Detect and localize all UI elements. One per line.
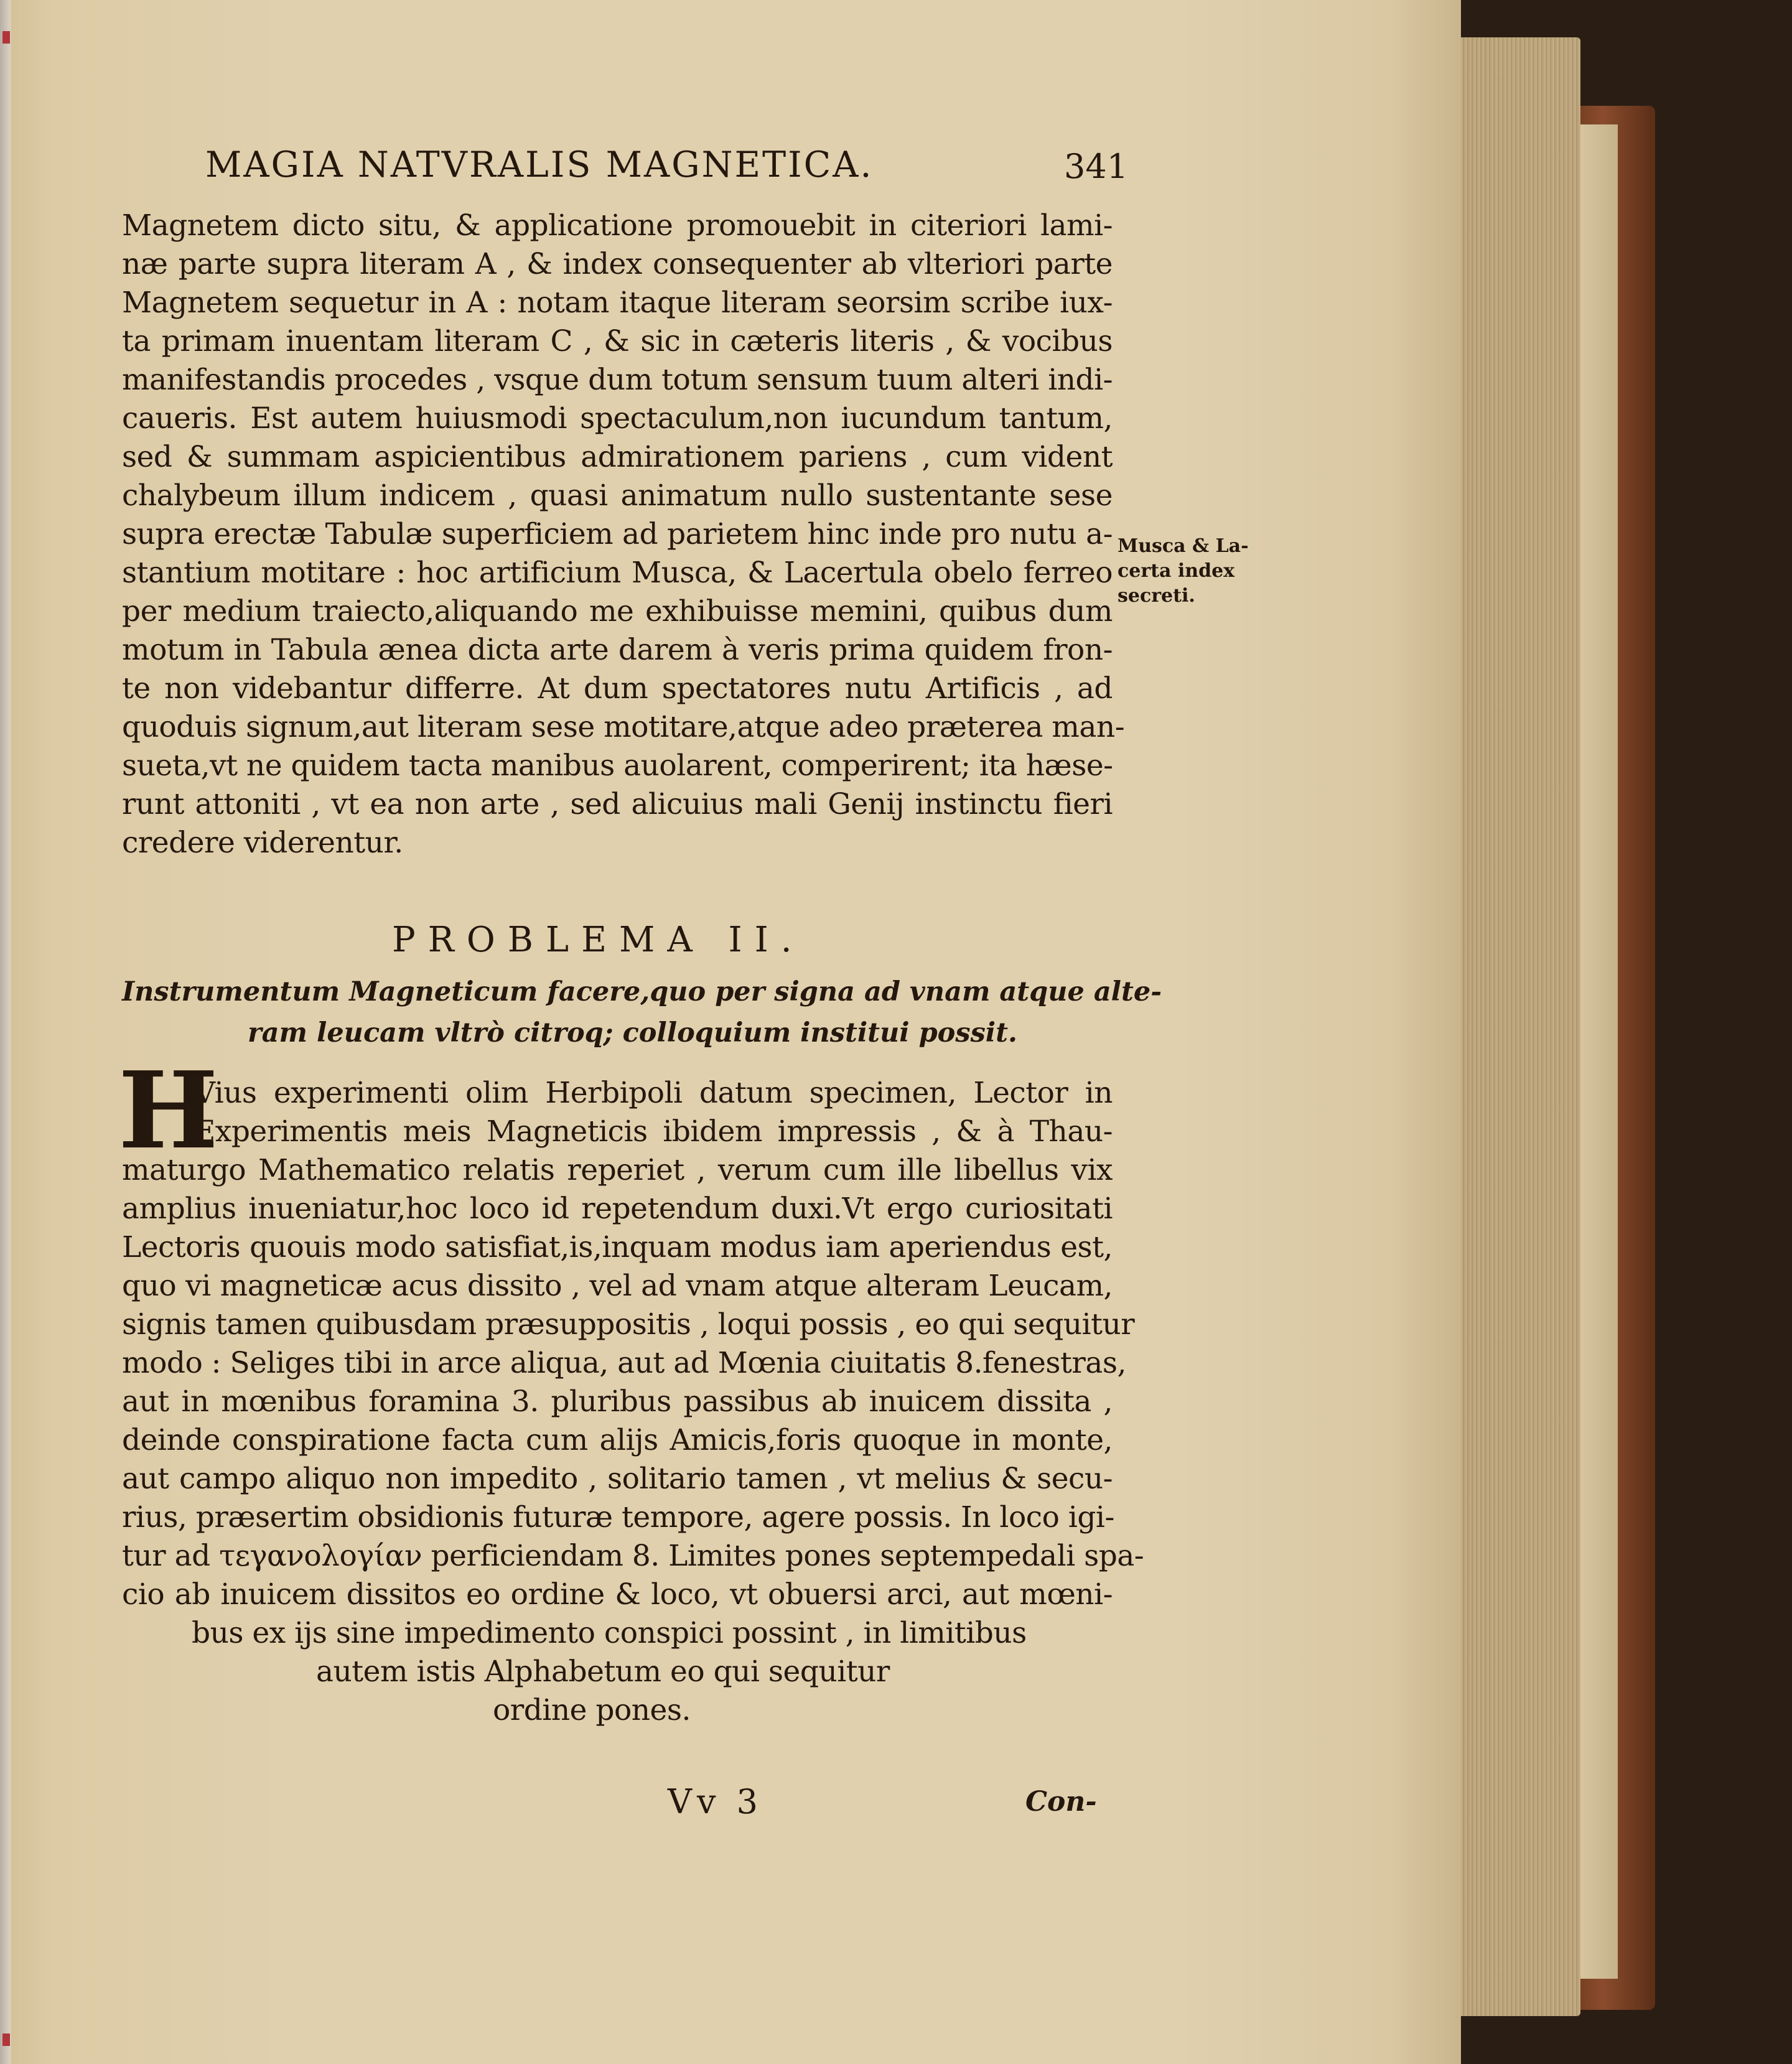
text-line: quo vi magneticæ acus dissito , vel ad vnam atque alteram Leucam,: [122, 1269, 1113, 1303]
text-line: chalybeum illum indicem , quasi animatum nullo sustentante sese: [122, 479, 1113, 513]
text-line: Experimentis meis Magneticis ibidem impressis , & à Thau-: [194, 1114, 1113, 1149]
text-line: Magnetem dicto situ, & applicatione promouebit in citeriori lami-: [122, 208, 1113, 243]
text-line: næ parte supra literam A , & index consequenter ab vlteriori parte: [122, 247, 1113, 281]
text-line: ta primam inuentam literam C , & sic in cæteris literis , & vocibus: [122, 324, 1113, 358]
text-line: autem istis Alphabetum eo qui sequitur: [316, 1655, 890, 1689]
text-line: credere viderentur.: [122, 826, 403, 860]
text-line: sueta,vt ne quidem tacta manibus auolarent, comperirent; ita hæse-: [122, 749, 1113, 783]
inner-board: [1580, 124, 1618, 1979]
problem-statement-line: Instrumentum Magneticum facere,quo per signa ad vnam atque alte-: [122, 976, 1162, 1007]
text-line: runt attoniti , vt ea non arte , sed alicuius mali Genij instinctu fieri: [122, 787, 1113, 821]
running-head: MAGIA NATVRALIS MAGNETICA.: [205, 144, 874, 185]
page-number: 341: [1064, 147, 1129, 186]
marginal-note-line: certa index: [1118, 560, 1235, 582]
marginal-note-line: secreti.: [1118, 585, 1195, 607]
red-edge-mark-bottom: [2, 2034, 10, 2046]
text-line: tur ad τεγανολογίαν perficiendam 8. Limites pones septempedali spa-: [122, 1539, 1144, 1573]
text-line: signis tamen quibusdam præsuppositis , loqui possis , eo qui sequitur: [122, 1307, 1135, 1342]
marginal-note-line: Musca & La-: [1118, 535, 1249, 557]
catchword: Con-: [1025, 1786, 1097, 1818]
text-line: motum in Tabula ænea dicta arte darem à veris prima quidem fron-: [122, 633, 1113, 667]
red-edge-mark-top: [2, 31, 10, 44]
problem-statement-line: ram leucam vltrò citroq; colloquium institui possit.: [248, 1017, 1017, 1048]
text-line: caueris. Est autem huiusmodi spectaculum,non iucundum tantum,: [122, 401, 1113, 436]
text-line: maturgo Mathematico relatis reperiet , verum cum ille libellus vix: [122, 1153, 1113, 1187]
drop-capital: H: [118, 1048, 218, 1173]
text-line: quoduis signum,aut literam sese motitare,atque adeo præterea man-: [122, 710, 1125, 744]
text-line: aut campo aliquo non impedito , solitario tamen , vt melius & secu-: [122, 1462, 1113, 1496]
text-line: cio ab inuicem dissitos eo ordine & loco, vt obuersi arci, aut mœni-: [122, 1577, 1113, 1612]
page-fore-edge: [1456, 37, 1580, 2016]
text-line: Lectoris quouis modo satisfiat,is,inquam modus iam aperiendus est,: [122, 1230, 1113, 1264]
text-line: bus ex ijs sine impedimento conspici possint , in limitibus: [192, 1616, 1027, 1650]
text-line: ordine pones.: [493, 1693, 691, 1727]
text-line: amplius inueniatur,hoc loco id repetendum duxi.Vt ergo curiositati: [122, 1192, 1113, 1226]
text-line: te non videbantur differre. At dum spectatores nutu Artificis , ad: [122, 671, 1113, 706]
signature-mark: Vv 3: [668, 1782, 763, 1821]
marginal-note: [1118, 534, 1249, 609]
text-line: sed & summam aspicientibus admirationem pariens , cum vident: [122, 440, 1113, 474]
text-line: deinde conspiratione facta cum alijs Amicis,foris quoque in monte,: [122, 1423, 1113, 1457]
text-line: manifestandis procedes , vsque dum totum sensum tuum alteri indi-: [122, 363, 1113, 397]
text-line: Vius experimenti olim Herbipoli datum specimen, Lector in: [194, 1076, 1113, 1110]
text-line: supra erectæ Tabulæ superficiem ad parietem hinc inde pro nutu a-: [122, 517, 1113, 551]
text-line: modo : Seliges tibi in arce aliqua, aut ad Mœnia ciuitatis 8.fenestras,: [122, 1346, 1126, 1380]
problem-heading: PROBLEMA II.: [392, 920, 805, 960]
text-line: Magnetem sequetur in A : notam itaque literam seorsim scribe iux-: [122, 286, 1113, 320]
text-line: rius, præsertim obsidionis futuræ tempore, agere possis. In loco igi-: [122, 1500, 1114, 1534]
text-line: stantium motitare : hoc artificium Musca, & Lacertula obelo ferreo: [122, 556, 1113, 590]
text-line: aut in mœnibus foramina 3. pluribus passibus ab inuicem dissita ,: [122, 1385, 1113, 1419]
text-line: per medium traiecto,aliquando me exhibuisse memini, quibus dum: [122, 594, 1113, 628]
